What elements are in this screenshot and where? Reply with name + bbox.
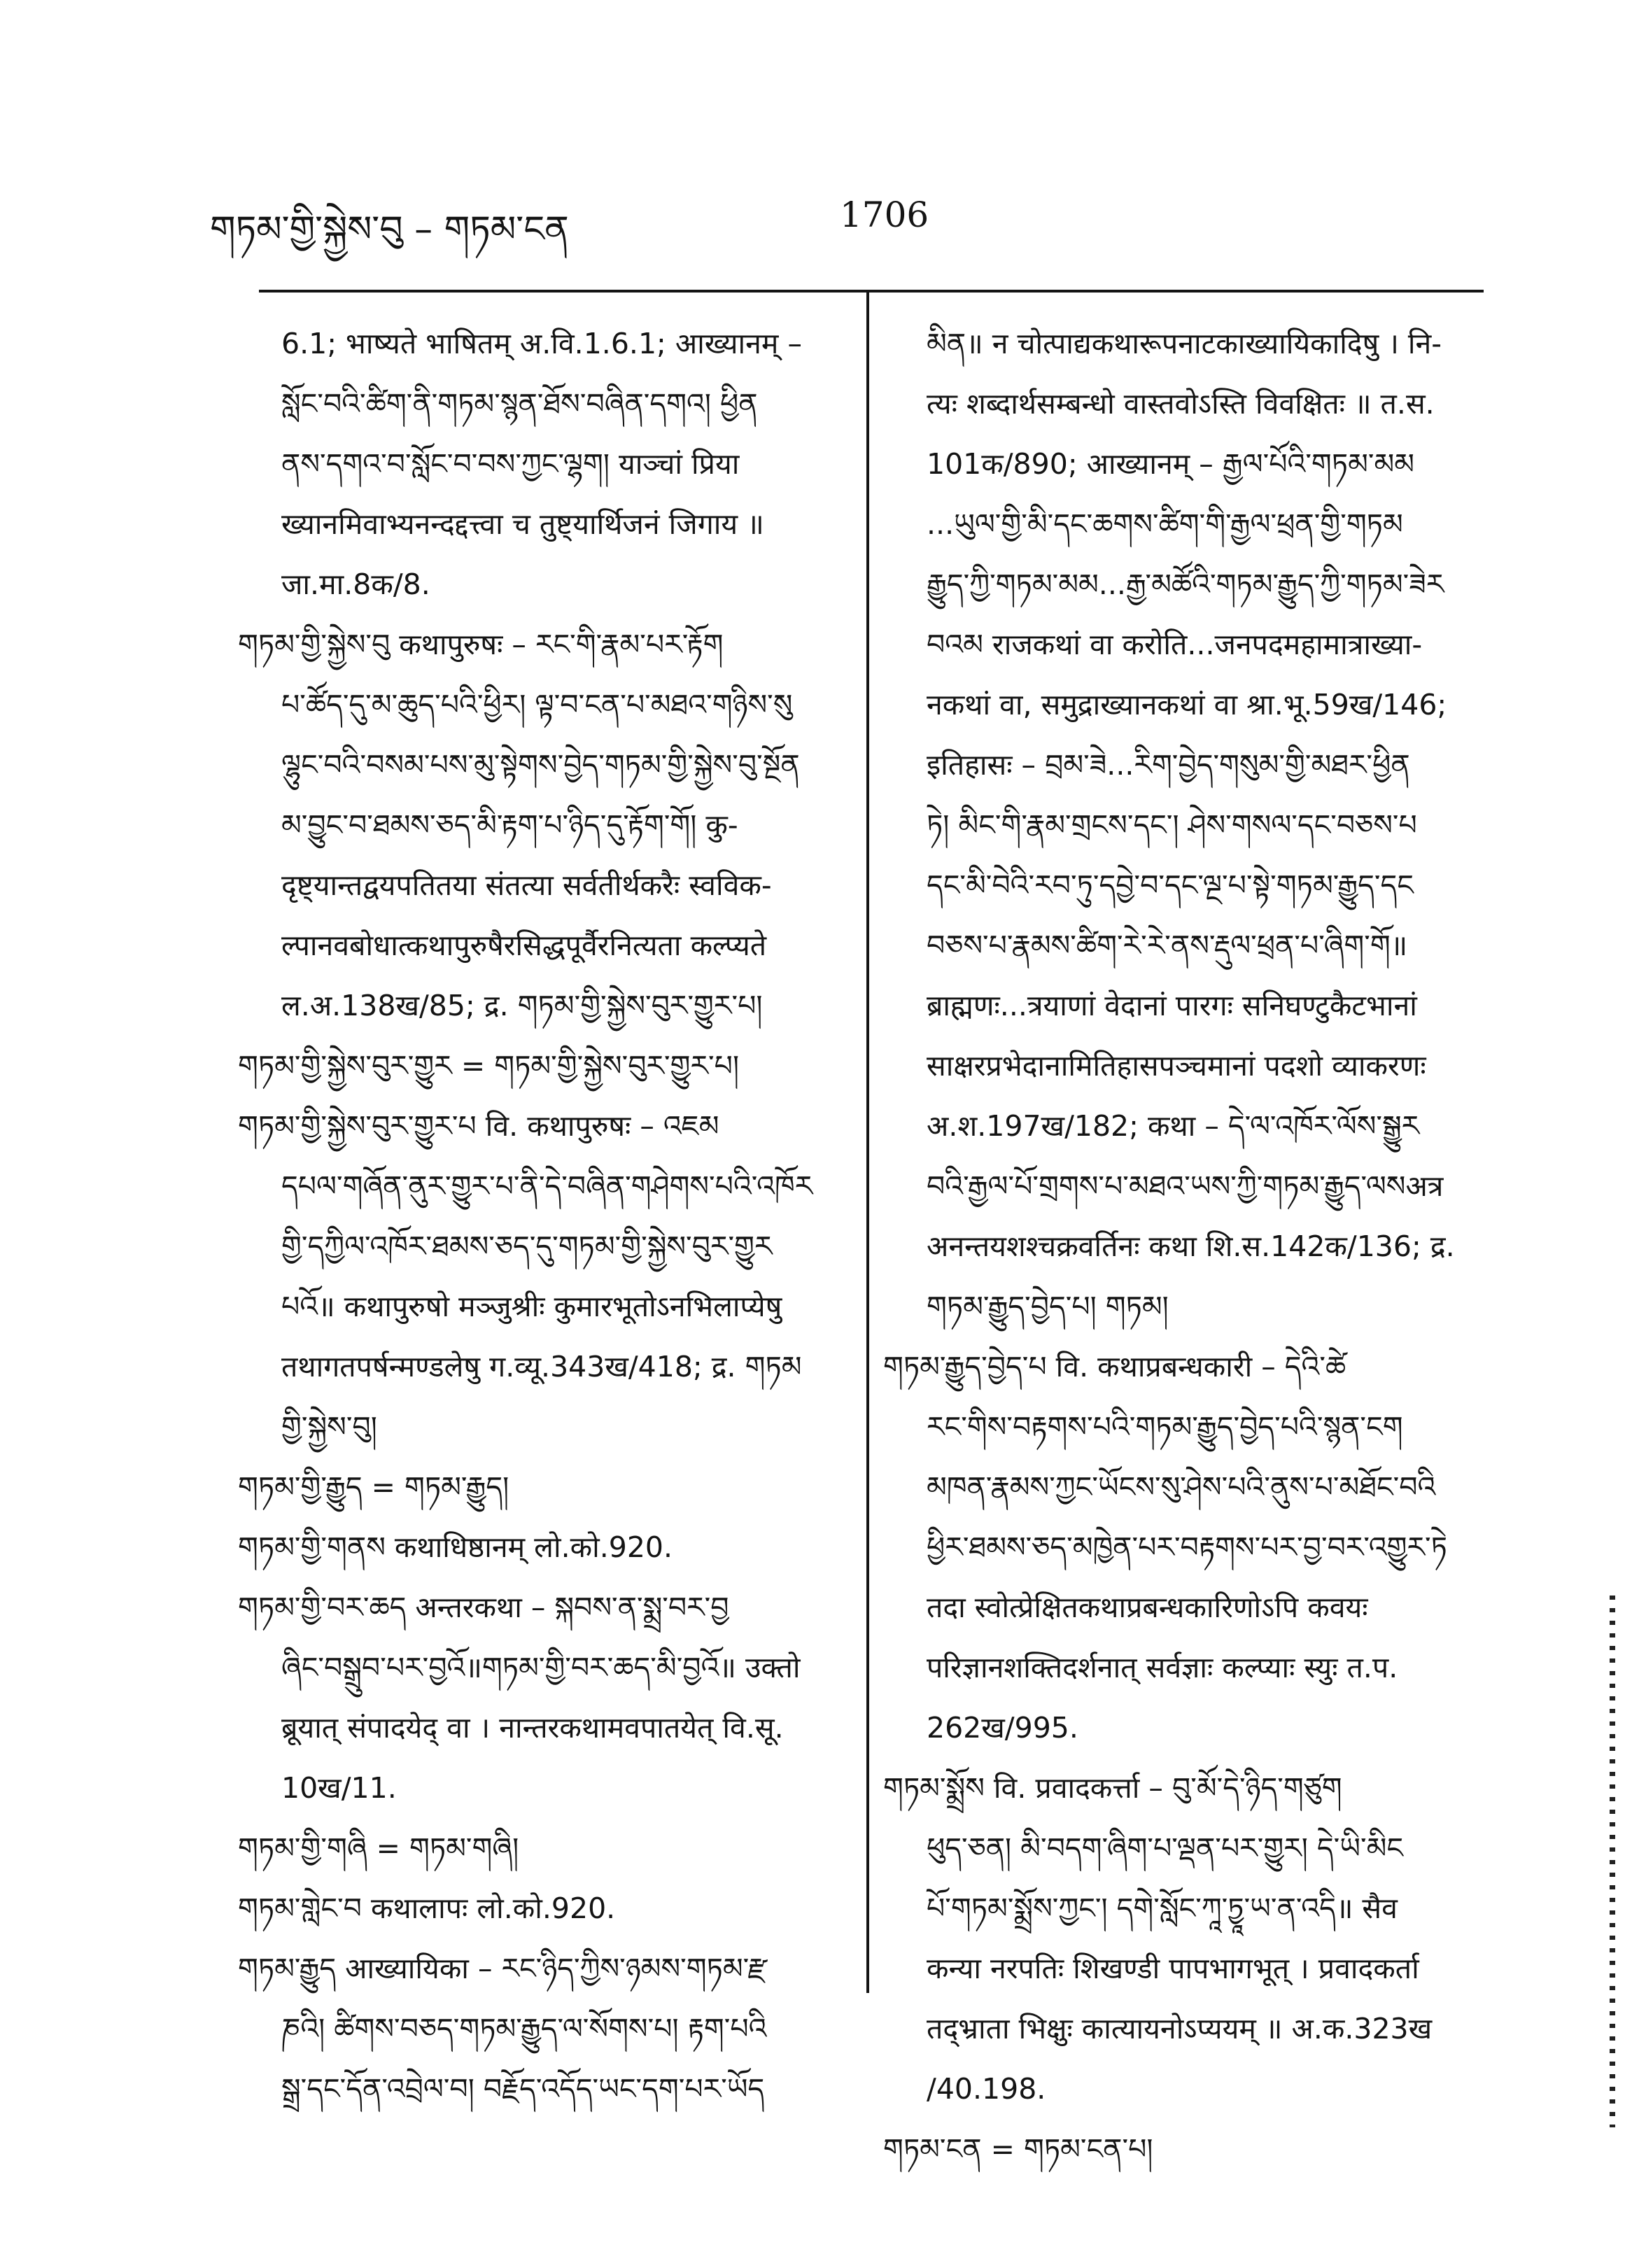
entry-line: པོ་གཏམ་སྨྲོས་ཀྱང་། དགེ་སློང་ཀཱ་ཏྱཱ་ཡ་ན་འདི॥ सैव [927,1892,1398,1925]
entry-line: ཕུད་ཅན། མི་བདག་ཞིག་པ་ལྡན་པར་གྱུར། དེ་ཡི་མིང [927,1831,1404,1865]
headword-line: གཏམ་གྱི་གཞི = གཏམ་གཞི། [238,1831,519,1865]
entry-line: तद्भ्राता भिक्षुः कात्यायनोऽप्ययम् ॥ अ.क.323ख [927,2012,1433,2045]
column-divider [866,293,869,1993]
headword-line: གཏམ་གླེང་བ कथालापः लो.को.920. [238,1892,616,1925]
headword-line: གཏམ་གྱི་བར་ཆད अन्तरकथा – སྐབས་ན་སྨྲ་བར་བྱ [238,1591,729,1624]
entry-line: 10ख/11. [281,1771,397,1805]
entry-line: अ.श.197ख/182; कथा – དེ་ལ་འཁོར་ལོས་སྒྱུར [927,1109,1420,1143]
entry-line: མཁན་རྣམས་ཀྱང་ཡོངས་སུ་ཤེས་པའི་ནུས་པ་མཐོང་བའི [927,1470,1436,1504]
entry-line: ब्रूयात् संपादयेद् वा । नान्तरकथामवपातयेत् वि.सू. [281,1711,784,1745]
entry-line: གྱི་དཀྱིལ་འཁོར་ཐམས་ཅད་དུ་གཏམ་གྱི་སྐྱེས་བུར་གྱུར [281,1230,773,1263]
entry-line: གཏམ་རྒྱུད་བྱེད་པ། གཏམ། [927,1290,1169,1323]
headword-line: གཏམ་སྨྲོས वि. प्रवादकर्त्ता – བུ་མོ་དེ་ཉིད་གཙུག [883,1771,1342,1805]
entry-line: 101क/890; आख्यानम् – རྒྱལ་པོའི་གཏམ་མམ [927,447,1415,481]
entry-line: दृष्ट्यान्तद्वयपतितया संतत्या सर्वतीर्थकरैः स्वविक- [281,868,772,902]
entry-line: དང་མི་བེའི་རབ་ཏུ་དབྱེ་བ་དང་ལྔ་པ་སྟེ་གཏམ་རྒྱུད་དང [927,868,1414,902]
entry-line: བའི་རྒྱལ་པོ་གྲགས་པ་མཐའ་ཡས་ཀྱི་གཏམ་རྒྱུད་ལསअत्र [927,1169,1444,1203]
entry-line: /40.198. [927,2072,1046,2106]
entry-line: གྱི་སྐྱེས་བུ། [281,1410,377,1444]
entry-line: इतिहासः – བྲམ་ཟེ...རིག་བྱེད་གསུམ་གྱི་མཐར་ཕྱིན [927,748,1410,782]
entry-line: ལྷུང་བའི་བསམ་པས་མུ་སྟེགས་བྱེད་གཏམ་གྱི་སྐྱེས་བུ་སྔོན [281,748,800,782]
entry-line: त्यः शब्दार्थसम्बन्धो वास्तवोऽस्ति विवक्षितः ॥ त.स. [927,387,1435,421]
left-column [238,314,854,2119]
entry-line: ...ཡུལ་གྱི་མི་དང་ཆགས་ཚིག་གི་རྒྱལ་ཕྲན་གྱི་གཏམ [927,507,1403,541]
entry-line: རང་གིས་བརྟགས་པའི་གཏམ་རྒྱུད་བྱེད་པའི་སྙན་ངག [927,1410,1403,1444]
entry-line: ख्यानमिवाभ्यनन्दद्दत्त्वा च तुष्ट्यार्थिजनं जिगाय ॥ [281,507,764,541]
entry-line: ཕྱིར་ཐམས་ཅད་མཁྱེན་པར་བརྟགས་པར་བྱ་བར་འགྱུར་ཏེ [927,1530,1447,1564]
headword-line: གཏམ་གྱི་སྐྱེས་བུར་གྱུར་པ वि. कथापुरुषः – འཇམ [238,1109,719,1143]
header-rule [259,290,1484,293]
entry-line: ल.अ.138ख/85; द्र. གཏམ་གྱི་སྐྱེས་བུར་གྱུར་པ། [281,989,763,1022]
entry-line: जा.मा.8क/8. [281,568,430,601]
entry-line: तथागतपर्षन्मण्डलेषु ग.व्यू.343ख/418; द्र. གཏམ [281,1350,802,1383]
entry-line: ནས་དགའ་བ་སློང་བ་བས་ཀྱང་ལྷག། याञ्चां प्रिया [281,447,740,481]
entry-line: སྒྲ་དང་དོན་འབྲེལ་བ། བརྗོད་འདོད་ཡང་དག་པར་ཡོད [281,2072,765,2106]
entry-line: བཅས་པ་རྣམས་ཚིག་རེ་རེ་ནས་རྡུལ་ཕྲན་པ་ཞིག་གོ॥ [927,929,1408,962]
scan-edge-mark [1610,1596,1615,2127]
page-number: 1706 [840,195,929,235]
entry-line: कन्या नरपतिः शिखण्डी पापभागभूत् । प्रवादकर्ता [927,1952,1419,1985]
entry-line: བའམ राजकथां वा करोति...जनपदमहामात्राख्या- [927,628,1423,661]
entry-line: साक्षरप्रभेदानामितिहासपञ्चमानां पदशो व्याकरणः [927,1049,1426,1083]
entry-line: པ་ཚོད་དུ་མ་ཆུད་པའི་ཕྱིར། ལྟ་བ་ངན་པ་མཐའ་གཉིས་སུ [281,688,793,721]
entry-line: ब्राह्मणः...त्रयाणां वेदानां पारगः सनिघण्टुकैटभानां [927,989,1417,1022]
entry-line: ཞིང་བསྒྲུབ་པར་བྱའོ॥གཏམ་གྱི་བར་ཆད་མི་བྱའོ॥ उक्तो [281,1651,801,1684]
entry-line: མིན॥ न चोत्पाद्यकथारूपनाटकाख्यायिकादिषु । नि- [927,327,1442,360]
entry-line: 262ख/995. [927,1711,1078,1745]
entry-line: ཎའི། ཚིགས་བཅད་གཏམ་རྒྱུད་ལ་སོགས་པ། རྟག་པའི [281,2012,767,2045]
entry-line: རྒྱུད་ཀྱི་གཏམ་མམ...རྒྱ་མཚོའི་གཏམ་རྒྱུད་ཀྱི་གཏམ་ཟེར [927,568,1444,601]
entry-line: ल्पानवबोधात्कथापुरुषैरसिद्धपूर्वैरनित्यता कल्प्यते [281,929,767,962]
headword-line: གཏམ་རྒྱུད आख्यायिका – རང་ཉིད་ཀྱིས་ཉམས་གཏམ་རྫ [238,1952,768,1985]
entry-line: པའོ॥ कथापुरुषो मञ्जुश्रीः कुमारभूतोऽनभिलाप्येषु [281,1290,782,1323]
headword-line: གཏམ་གྱི་སྐྱེས་བུ कथापुरुषः – རང་གི་རྣམ་པར་རྟོག [238,628,724,661]
entry-line: तदा स्वोत्प्रेक्षितकथाप्रबन्धकारिणोऽपि कवयः [927,1591,1368,1624]
headword-line: གཏམ་གྱི་གནས कथाधिष्ठानम् लो.को.920. [238,1530,673,1564]
entry-line: अनन्तयशश्चक्रवर्तिनः कथा शि.स.142क/136; द्र. [927,1230,1455,1263]
headword-line: གཏམ་ངན = གཏམ་ངན་པ། [883,2132,1153,2166]
headword-line: གཏམ་གྱི་རྒྱུད = གཏམ་རྒྱུད། [238,1470,509,1504]
entry-line: མ་བྱུང་བ་ཐམས་ཅད་མི་རྟག་པ་ཉིད་དུ་རྟོག་གོ། कु- [281,808,738,842]
entry-line: परिज्ञानशक्तिदर्शनात् सर्वज्ञाः कल्प्याः स्युः त.प. [927,1651,1398,1684]
running-head: གཏམ་གྱི་སྐྱེས་བུ – གཏམ་ངན [210,209,569,251]
headword-line: གཏམ་གྱི་སྐྱེས་བུར་གྱུར = གཏམ་གྱི་སྐྱེས་བུར་གྱུར་པ། [238,1049,740,1083]
entry-line: ཏེ། མིང་གི་རྣམ་གྲངས་དང་། ཤེས་གསལ་དང་བཅས་པ [927,808,1417,842]
right-column [883,314,1499,2179]
entry-line: नकथां वा, समुद्राख्यानकथां वा श्रा.भू.59ख/146; [927,688,1447,721]
entry-line: སློང་བའི་ཚིག་ནི་གཏམ་སྙན་ཐོས་བཞིན་དགའ། ཕྱིན [281,387,758,421]
headword-line: གཏམ་རྒྱུད་བྱེད་པ वि. कथाप्रबन्धकारी – དེའི་ཚེ [883,1350,1346,1383]
entry-line: དཔལ་གཞོན་ནུར་གྱུར་པ་ནི་དེ་བཞིན་གཤེགས་པའི་འཁོར [281,1169,813,1203]
entry-line: 6.1; भाष्यते भाषितम् अ.वि.1.6.1; आख्यानम् – [281,327,802,360]
